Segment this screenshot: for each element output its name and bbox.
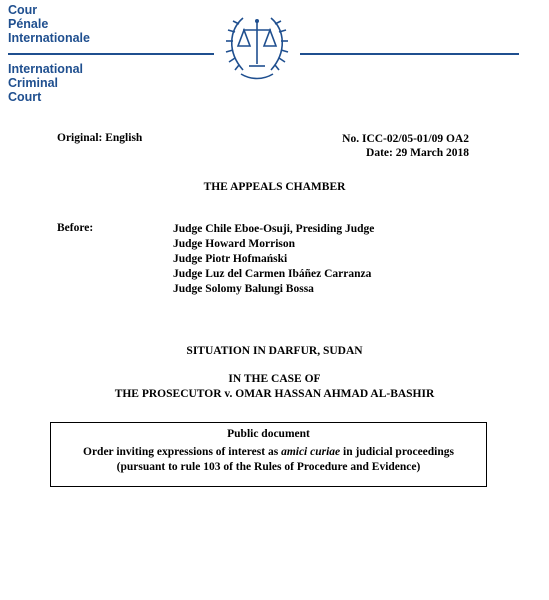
judge-item: Judge Chile Eboe-Osuji, Presiding Judge [173, 223, 375, 235]
judge-item: Judge Solomy Balungi Bossa [173, 283, 314, 295]
document-title-pre: Order inviting expressions of interest as [83, 446, 282, 458]
letterhead-rule-right [300, 53, 519, 55]
document-classification: Public document [227, 428, 310, 440]
document-date: Date: 29 March 2018 [366, 147, 469, 159]
letterhead-french [8, 3, 90, 45]
case-line-1: IN THE CASE OF [228, 373, 321, 385]
situation-heading: SITUATION IN DARFUR, SUDAN [186, 345, 363, 357]
letterhead-line: Pénale [8, 17, 49, 31]
letterhead-line: Criminal [8, 76, 59, 90]
document-subtitle: (pursuant to rule 103 of the Rules of Procedure and Evidence) [116, 461, 421, 473]
judge-item: Judge Luz del Carmen Ibáñez Carranza [173, 268, 372, 280]
before-label: Before: [57, 222, 94, 234]
case-number: No. ICC-02/05-01/09 OA2 [342, 133, 469, 145]
document-title-italic: amici curiae [281, 446, 341, 458]
letterhead-line: International [8, 62, 84, 76]
document-title-post: in judicial proceedings [340, 446, 454, 458]
judge-item: Judge Piotr Hofmański [173, 253, 288, 265]
letterhead-rule-left [8, 53, 214, 55]
letterhead-line: Cour [8, 3, 38, 17]
judges-list [173, 222, 374, 297]
case-heading [0, 372, 549, 402]
letterhead-line: Court [8, 90, 42, 104]
icc-scales-emblem-icon [221, 8, 293, 88]
case-line-2: THE PROSECUTOR v. OMAR HASSAN AHMAD AL-BASHIR [114, 388, 435, 400]
document-title-box [50, 422, 487, 487]
document-meta [342, 132, 469, 160]
original-language: Original: English [57, 132, 143, 144]
chamber-heading: THE APPEALS CHAMBER [203, 181, 346, 193]
document-title [51, 445, 486, 460]
letterhead-line: Internationale [8, 31, 90, 45]
judge-item: Judge Howard Morrison [173, 238, 296, 250]
letterhead-english [8, 62, 83, 104]
